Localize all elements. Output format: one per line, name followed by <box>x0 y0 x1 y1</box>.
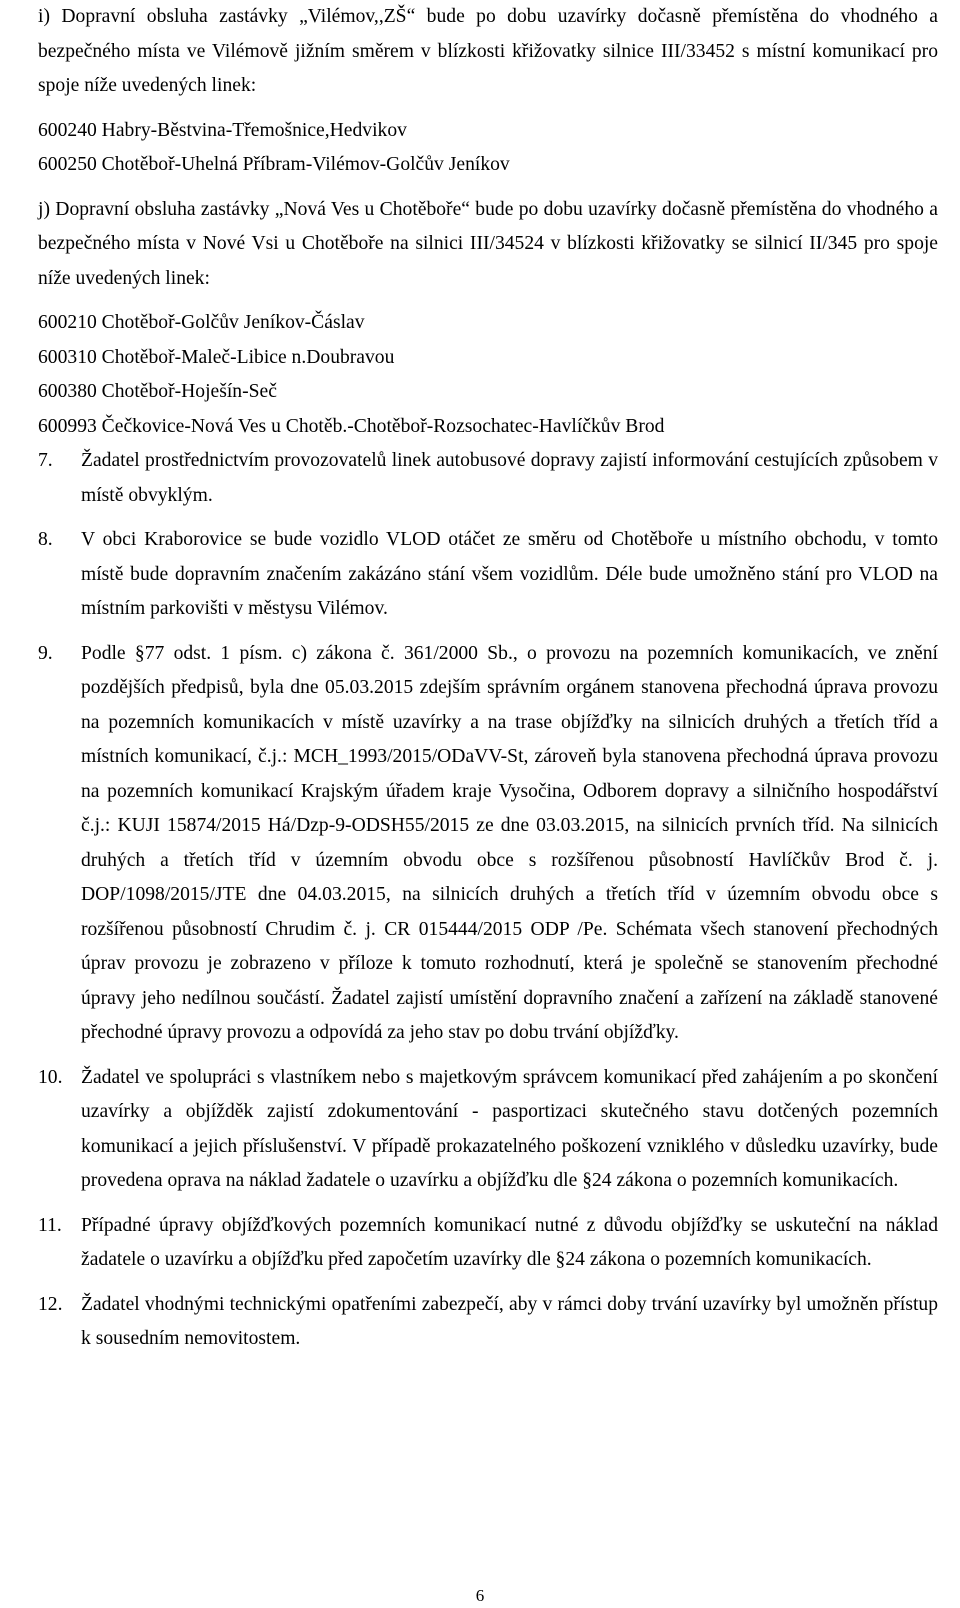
bus-line: 600250 Chotěboř-Uhelná Příbram-Vilémov-Golčův Jeníkov <box>38 154 510 175</box>
item-text: Žadatel ve spolupráci s vlastníkem nebo s majetkovým správcem komunikací před zahájením a po skončení uzavírky a objížděk zajistí zdokumentování - pasportizaci skutečného stavu dotčených pozemních komunikací a jejich příslušenství. V případě prokazatelného poškození vzniklého v důsledku uzavírky, bude provedena oprava na náklad žadatele o uzavírku a objížďku dle §24 zákona o pozemních komunikacích. <box>81 1066 938 1191</box>
paragraph-i: i) Dopravní obsluha zastávky „Vilémov,,ZŠ“ bude po dobu uzavírky dočasně přemístěna do vhodného a bezpečného místa ve Vilémově jižním směrem v blízkosti křižovatky silnice III/33452 s místní komunikací pro spoje níže uvedených linek: <box>38 6 938 96</box>
item-number: 9. <box>38 642 53 664</box>
item-number: 11. <box>38 1214 62 1236</box>
list-item-11 <box>38 1209 938 1278</box>
item-text: Podle §77 odst. 1 písm. c) zákona č. 361/2000 Sb., o provozu na pozemních komunikacích, ve znění pozdějších předpisů, byla dne 05.03.2015 zdejším správním orgánem stanovena přechodná úprava provozu na pozemních komunikacích v místě uzavírky a na trase objížďky na silnicích druhých a třetích tříd a místních komunikací, č.j.: MCH_1993/2015/ODaVV-St, zároveň byla stanovena přechodná úprava provozu na pozemních komunikací Krajským úřadem kraje Vysočina, Odborem dopravy a silničního hospodářství č.j.: KUJI 15874/2015 Há/Dzp-9-ODSH55/2015 ze dne 03.03.2015, na silnicích prvních tříd. Na silnicích druhých a třetích tříd v územním obvodu obce s rozšířenou působností Havlíčkův Brod č. j. DOP/1098/2015/JTE dne 04.03.2015, na silnicích druhých a třetích tříd v územním obvodu obce s rozšířenou působností Chrudim č. j. CR 015444/2015 ODP /Pe. Schémata všech stanovení přechodných úprav provozu je zobrazeno v příloze k tomuto rozhodnutí, která je společně se stanovením přechodné úpravy jeho nedílnou součástí. Žadatel zajistí umístění dopravního značení a zařízení na základě stanovené přechodné úpravy provozu a odpovídá za jeho stav po dobu trvání objížďky. <box>81 642 938 1043</box>
list-item-12 <box>38 1288 938 1357</box>
bus-lines-list-i <box>38 114 938 183</box>
item-text: Žadatel prostřednictvím provozovatelů linek autobusové dopravy zajistí informování cestujících způsobem v místě obvyklým. <box>81 450 938 506</box>
bus-lines-list-j <box>38 306 938 444</box>
item-number: 12. <box>38 1293 63 1315</box>
list-item-9 <box>38 637 938 1051</box>
list-item-8 <box>38 523 938 627</box>
paragraph-j: j) Dopravní obsluha zastávky „Nová Ves u Chotěboře“ bude po dobu uzavírky dočasně přemístěna do vhodného a bezpečného místa v Nové Vsi u Chotěboře na silnici III/34524 v blízkosti křižovatky se silnicí II/345 pro spoje níže uvedených linek: <box>38 198 938 289</box>
bus-line: 600210 Chotěboř-Golčův Jeníkov-Čáslav <box>38 312 365 333</box>
bus-line: 600380 Chotěboř-Hoješín-Seč <box>38 381 277 402</box>
item-text: V obci Kraborovice se bude vozidlo VLOD otáčet ze směru od Chotěboře u místního obchodu, v tomto místě bude dopravním značením zakázáno stání všem vozidlům. Déle bude umožněno stání pro VLOD na místním parkovišti v městysu Vilémov. <box>81 529 938 619</box>
bus-line: 600993 Čečkovice-Nová Ves u Chotěb.-Chotěboř-Rozsochatec-Havlíčkův Brod <box>38 415 665 437</box>
bus-line: 600240 Habry-Běstvina-Třemošnice,Hedvikov <box>38 119 407 141</box>
document-page <box>38 0 938 1357</box>
item-number: 8. <box>38 529 53 550</box>
list-item-10 <box>38 1061 938 1199</box>
item-text: Žadatel vhodnými technickými opatřeními zabezpečí, aby v rámci doby trvání uzavírky byl umožněn přístup k sousedním nemovitostem. <box>81 1293 938 1349</box>
item-text: Případné úpravy objížďkových pozemních komunikací nutné z důvodu objížďky se uskuteční na náklad žadatele o uzavírku a objížďku před započetím uzavírky dle §24 zákona o pozemních komunikacích. <box>81 1214 938 1270</box>
bus-line: 600310 Chotěboř-Maleč-Libice n.Doubravou <box>38 346 395 368</box>
item-number: 7. <box>38 450 53 471</box>
item-number: 10. <box>38 1066 63 1088</box>
page-number: 6 <box>475 1586 485 1605</box>
list-item-7 <box>38 444 938 513</box>
